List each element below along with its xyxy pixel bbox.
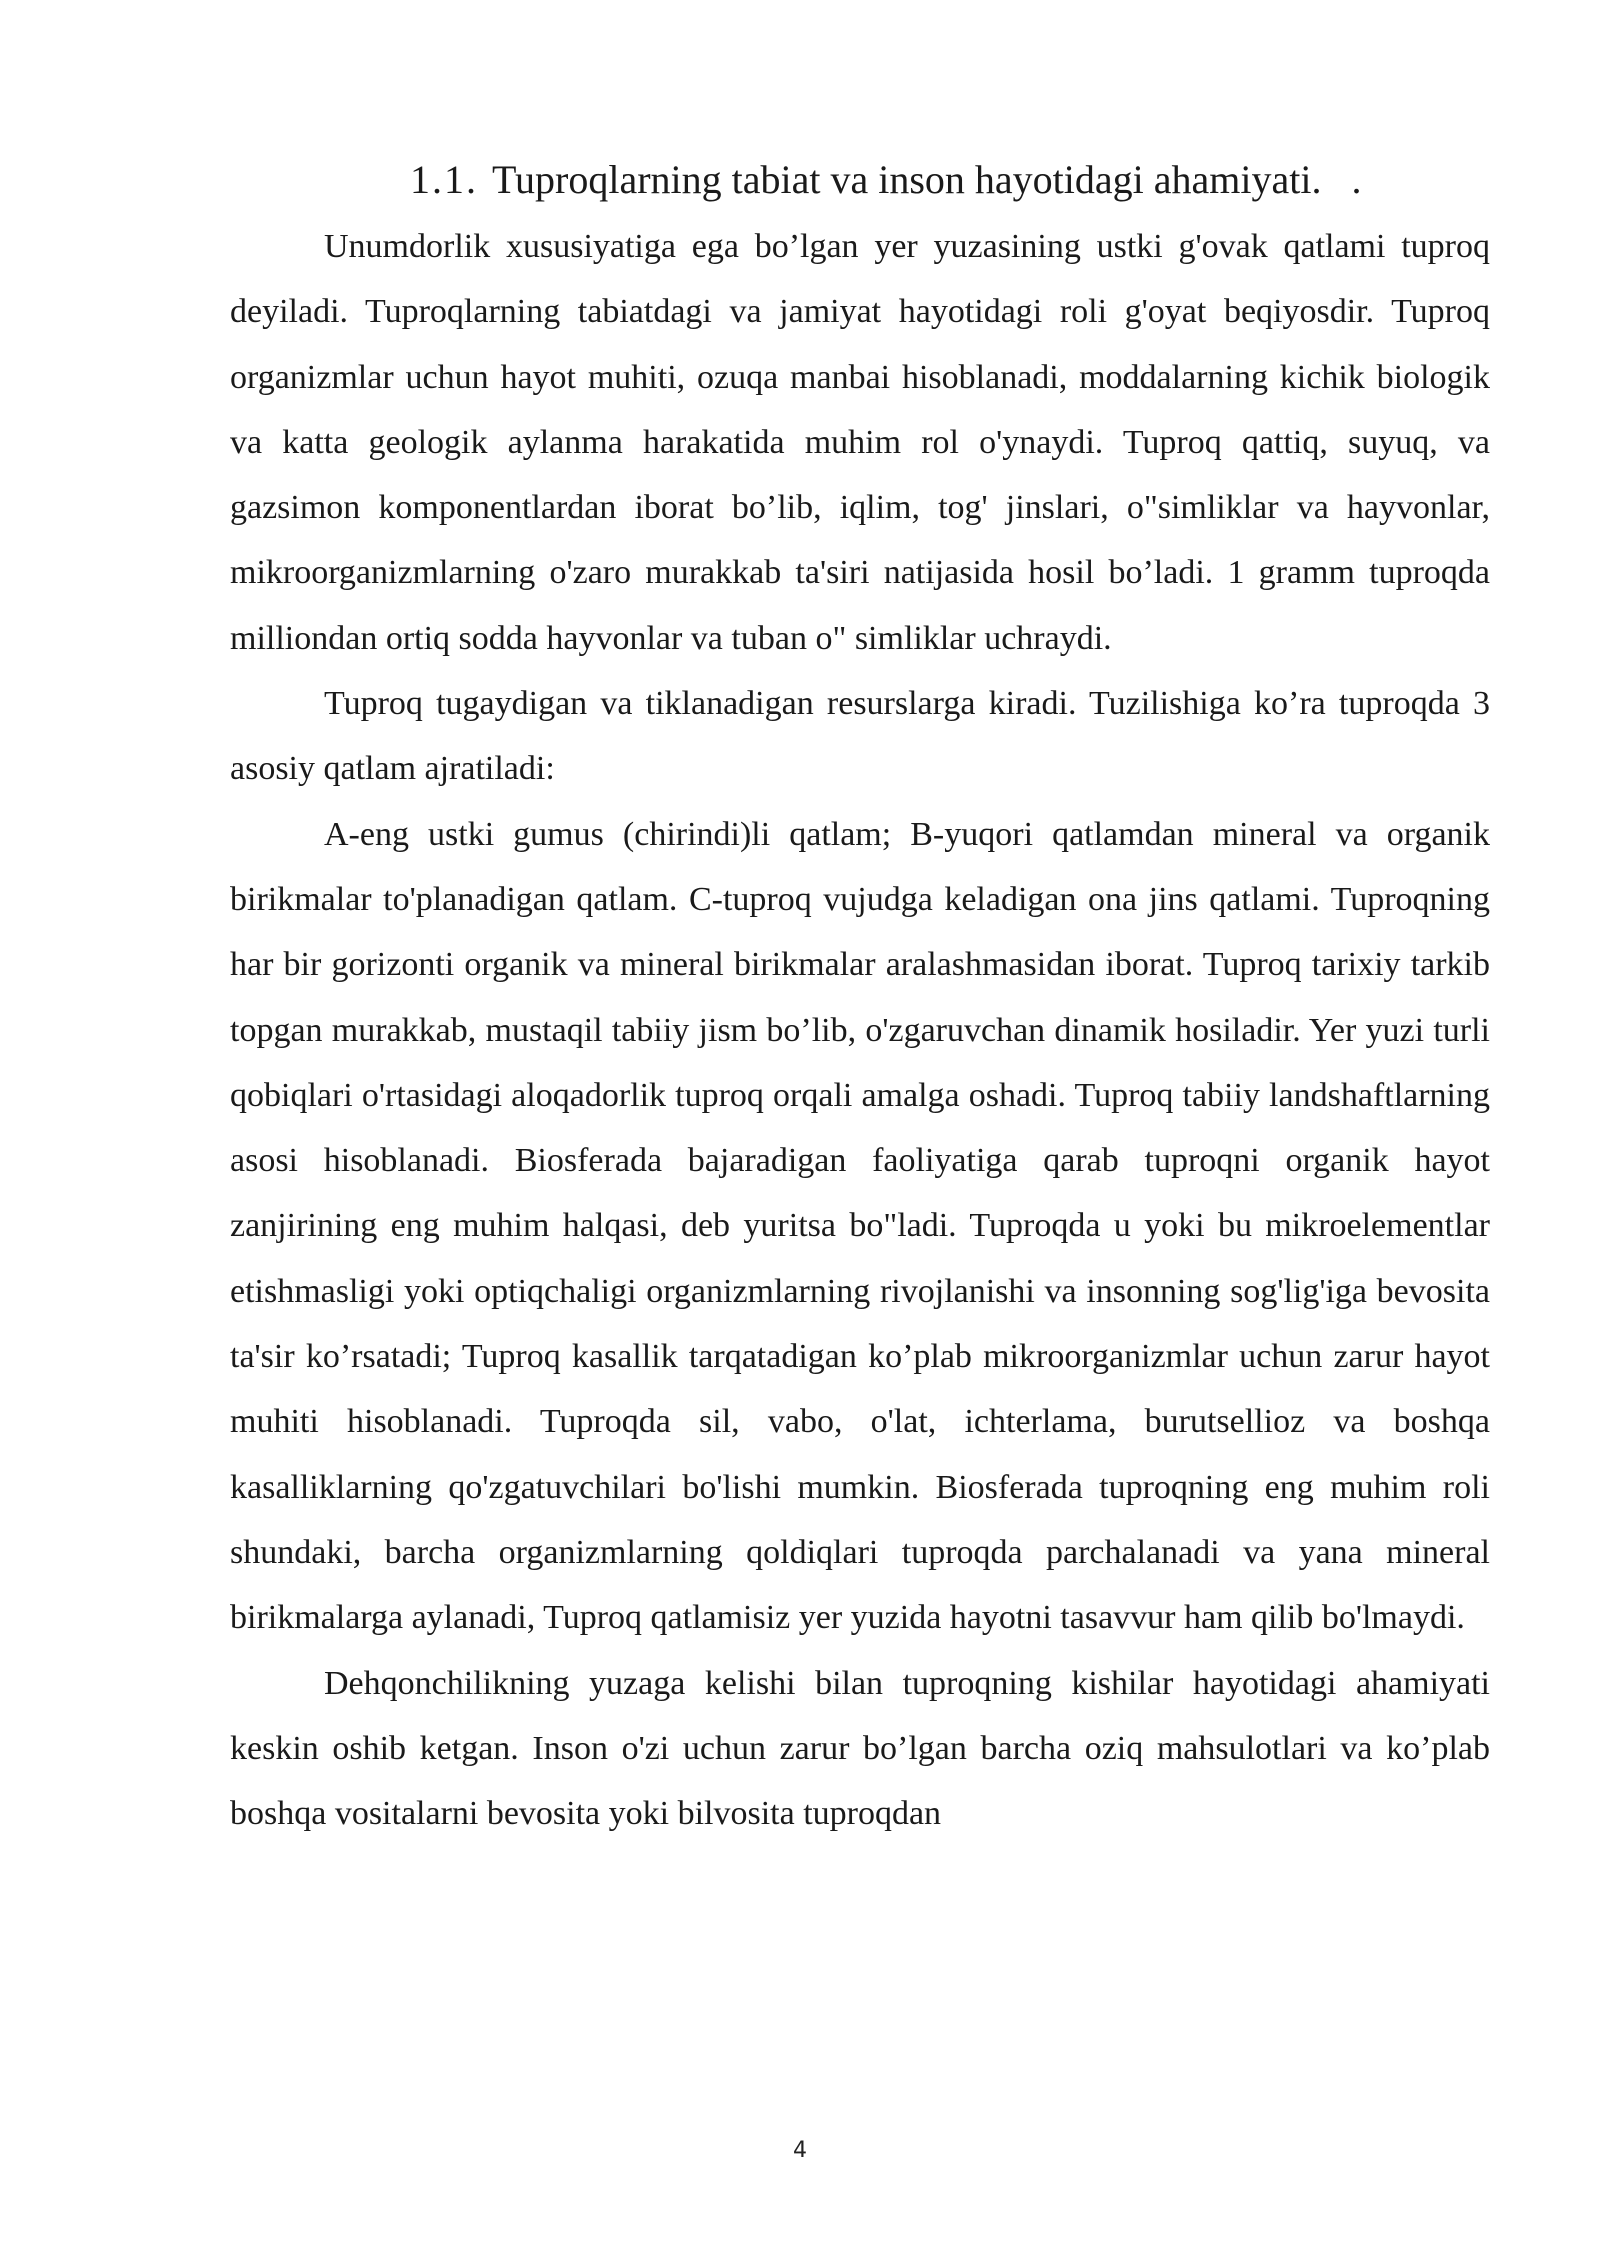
paragraph-soil-resources: Tuproq tugaydigan va tiklanadigan resurslarga kiradi. Tuzilishiga ko’ra tuproqda 3 asosiy qatlam ajratiladi:	[230, 685, 1490, 788]
paragraph-agriculture: Dehqonchilikning yuzaga kelishi bilan tuproqning kishilar hayotidagi ahamiyati keskin oshib ketgan. Inson o'zi uchun zarur bo’lgan barcha oziq mahsulotlari va ko’plab boshqa vositalarni bevosita yoki bilvosita tuproqdan	[230, 1664, 1490, 1833]
page-content	[230, 150, 1490, 1846]
section-heading	[230, 150, 1490, 210]
paragraph-soil-layers: A-eng ustki gumus (chirindi)li qatlam; B-yuqori qatlamdan mineral va organik birikmalar to'planadigan qatlam. C-tuproq vujudga keladigan ona jins qatlami. Tuproqning har bir gorizonti organik va mineral birikmalar aralashmasidan iborat. Tuproq tarixiy tarkib topgan murakkab, mustaqil tabiiy jism bo’lib, o'zgaruvchan dinamik hosiladir. Yer yuzi turli qobiqlari o'rtasidagi aloqadorlik tuproq orqali amalga oshadi. Tuproq tabiiy landshaftlarning asosi hisoblanadi. Biosferada bajaradigan faoliyatiga qarab tuproqni organik hayot zanjirining eng muhim halqasi, deb yuritsa bo"ladi. Tuproqda u yoki bu mikroelementlar etishmasligi yoki optiqchaligi organizmlarning rivojlanishi va insonning sog'lig'iga bevosita ta'sir ko’rsatadi; Tuproq kasallik tarqatadigan ko’plab mikroorganizmlar uchun zarur hayot muhiti hisoblanadi. Tuproqda sil, vabo, o'lat, ichterlama, burutsellioz va boshqa kasalliklarning qo'zgatuvchilari bo'lishi mumkin. Biosferada tuproqning eng muhim roli shundaki, barcha organizmlarning qoldiqlari tuproqda parchalanadi va yana mineral birikmalarga aylanadi, Tuproq qatlamisiz yer yuzida hayotni tasavvur ham qilib bo'lmaydi.	[230, 815, 1490, 1637]
paragraph-soil-definition: Unumdorlik xususiyatiga ega bo’lgan yer yuzasining ustki g'ovak qatlami tuproq deyiladi. Tuproqlarning tabiatdagi va jamiyat hayotidagi roli g'oyat beqiyosdir. Tuproq organizmlar uchun hayot muhiti, ozuqa manbai hisoblanadi, moddalarning kichik biologik va katta geologik aylanma harakatida muhim rol o'ynaydi. Tuproq qattiq, suyuq, va gazsimon komponentlardan iborat bo’lib, iqlim, tog' jinslari, o"simliklar va hayvonlar, mikroorganizmlarning o'zaro murakkab ta'siri natijasida hosil bo’ladi. 1 gramm tuproqda milliondan ortiq sodda hayvonlar va tuban o" simliklar uchraydi.	[230, 228, 1490, 657]
section-title: Tuproqlarning tabiat va inson hayotidagi ahamiyati.	[492, 157, 1322, 202]
page-number: 4	[793, 2138, 807, 2163]
section-number: 1.1.	[410, 157, 478, 202]
section-title-trailing-mark: .	[1351, 157, 1362, 202]
